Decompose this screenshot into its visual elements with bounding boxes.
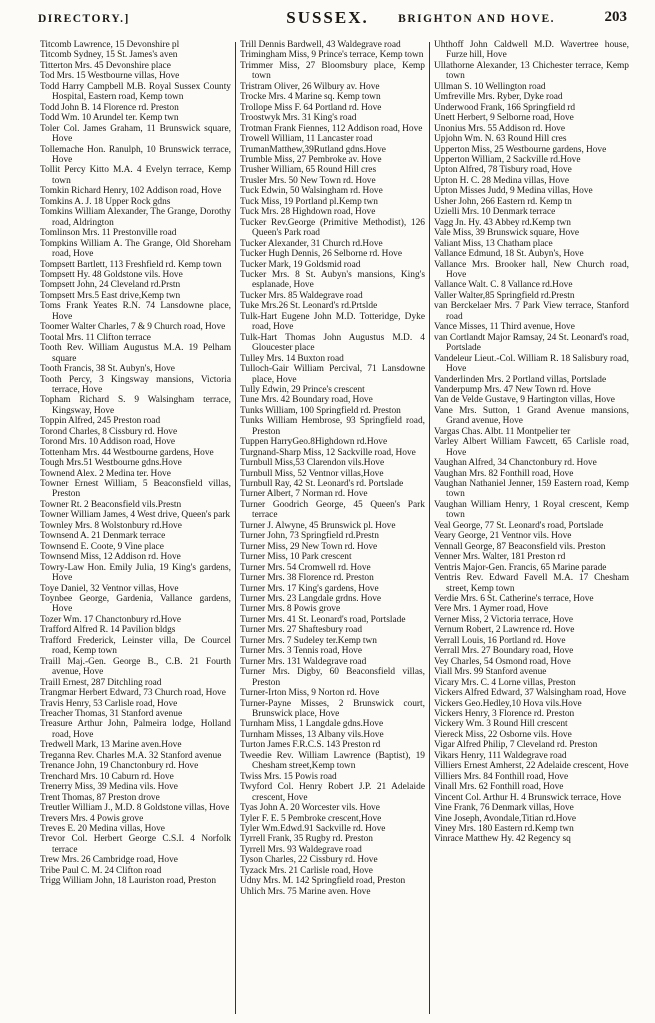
directory-entry: Valler Walter,85 Springfield rd.Prestn (434, 290, 575, 301)
directory-entry: Trimmer Miss, 27 Bloomsbury place, Kemp town (240, 60, 425, 82)
directory-entry: Unonius Mrs. 55 Addison rd. Hove (434, 123, 566, 134)
directory-entry: Trenchard Mrs. 10 Caburn rd. Hove (40, 771, 174, 782)
directory-entry: Vincent Col. Arthur H. 4 Brunswick terrace, Hove (434, 792, 622, 803)
directory-entry: Tucker Mrs. 8 St. Aubyn's mansions, King's esplanade, Hove (240, 269, 425, 291)
directory-entry: Turner-Irton Miss, 9 Norton rd. Hove (240, 688, 380, 699)
directory-entry: Udny Mrs. M. 142 Springfield road, Preston (240, 876, 406, 887)
directory-entry: Toppin Alfred, 245 Preston road (40, 416, 161, 427)
directory-entry: Turnham Misses, 13 Albany vils.Hove (240, 729, 384, 740)
directory-entry: Turton James F.R.C.S. 143 Preston rd (240, 740, 381, 751)
directory-entry: Tucker Rev.George (Primitive Methodist), 126 Queen's Park road (240, 217, 425, 239)
directory-entry: Vanderlinden Mrs. 2 Portland villas, Portslade (434, 374, 607, 385)
directory-entry: Usher John, 266 Eastern rd. Kemp tn (434, 196, 572, 207)
directory-entry: Trafford Frederick, Leinster villa, De Courcel road, Kemp town (40, 635, 231, 657)
directory-entry: Vine Frank, 76 Denmark villas, Hove (434, 803, 574, 814)
directory-entry: Turner Mrs. 38 Florence rd. Preston (240, 573, 374, 584)
directory-entry: TrumanMatthew,39Rutland gdns.Hove (240, 144, 386, 155)
directory-entry: Vigar Alfred Philip, 7 Cleveland rd. Preston (434, 740, 598, 751)
directory-entry: Vargas Chas. Albt. 11 Montpelier ter (434, 426, 571, 437)
directory-entry: Townsend A. 21 Denmark terrace (40, 531, 166, 542)
directory-entry: Tottenham Mrs. 44 Westbourne gardens, Hove (40, 447, 214, 458)
directory-entry: Titcomb Sydney, 15 St. James's aven (40, 50, 178, 61)
directory-entry: Tyson Charles, 22 Cissbury rd. Hove (240, 855, 378, 866)
directory-entry: Underwood Frank, 166 Springfield rd (434, 102, 576, 113)
directory-entry: Trenerry Miss, 39 Medina vils. Hove (40, 782, 178, 793)
directory-entry: Turgnand-Sharp Miss, 12 Sackville road, Hove (240, 447, 416, 458)
directory-entry: Titterton Mrs. 45 Devonshire place (40, 60, 171, 71)
directory-entry: Verrall Louis, 16 Portland rd. Hove (434, 635, 566, 646)
directory-entry: Titcomb Lawrence, 15 Devonshire pl (40, 40, 180, 50)
directory-entry: Tyas John A. 20 Worcester vils. Hove (240, 803, 380, 814)
directory-entry: Tuke Mrs.26 St. Leonard's rd.Prtslde (240, 301, 378, 312)
directory-entry: Treacher Thomas, 31 Stanford avenue (40, 709, 183, 719)
header-county-title: SUSSEX. (286, 8, 369, 27)
directory-entry: Veal George, 77 St. Leonard's road, Portslade (434, 520, 604, 531)
directory-entry: Trent Thomas, 87 Preston drove (40, 792, 160, 803)
directory-column (36, 40, 235, 1014)
directory-entry: Ventris Rev. Edward Favell M.A. 17 Chesham street, Kemp town (434, 573, 629, 594)
directory-entry: Toms Frank Yeates R.N. 74 Lansdowne place, Hove (40, 301, 231, 322)
directory-entry: Turner Mrs. Digby, 60 Beaconsfield villas, Preston (240, 667, 425, 688)
directory-entry: Tucker Mrs. 85 Waldegrave road (240, 290, 363, 301)
directory-entry: Tribe Paul C. M. 24 Clifton road (40, 865, 162, 876)
directory-entry: Vale Miss, 39 Brunswick square, Hove (434, 228, 580, 239)
directory-entry: Vallance Mrs. Brooker hall, New Church road, Hove (434, 259, 629, 280)
directory-entry: Ventris Major-Gen. Francis, 65 Marine parade (434, 562, 607, 573)
directory-entry: Tooth Rev. William Augustus M.A. 19 Pelham square (40, 343, 231, 364)
directory-entry: Tyler Wm.Edwd.91 Sackville rd. Hove (240, 823, 386, 834)
directory-column (430, 40, 633, 1014)
directory-entry: Tune Mrs. 42 Boundary road, Hove (240, 395, 373, 406)
directory-entry: Tully Edwin, 29 Prince's crescent (240, 384, 365, 395)
directory-entry: Townsend Miss, 12 Addison rd. Hove (40, 552, 181, 563)
directory-column (236, 40, 429, 1014)
directory-entry: Tozer Wm. 17 Chanctonbury rd.Hove (40, 614, 182, 625)
directory-entry: Trotman Frank Fiennes, 112 Addison road, Hove (240, 123, 423, 134)
directory-entry: Vennall George, 87 Beaconsfield vils. Preston (434, 541, 606, 552)
directory-entry: Turner Mrs. 17 King's gardens, Hove (240, 583, 379, 594)
directory-entry: Vernum Robert, 2 Lawrence rd. Hove (434, 625, 575, 636)
directory-entry: Vine Joseph, Avondale,Titian rd.Hove (434, 813, 577, 824)
directory-entry: Tompsett John, 24 Cleveland rd.Prstn (40, 280, 181, 291)
directory-entry: Travis Henry, 53 Carlisle road, Hove (40, 698, 178, 709)
directory-entry: Uzielli Mrs. 10 Denmark terrace (434, 207, 556, 218)
directory-entry: Tweedie Rev. William Lawrence (Baptist), 19 Chesham street,Kemp town (240, 750, 425, 772)
directory-entry: Turner J. Alwyne, 45 Brunswick pl. Hove (240, 520, 396, 531)
directory-entry: Toomer Walter Charles, 7 & 9 Church road, Hove (40, 322, 226, 333)
directory-entry: Tuppen HarryGeo.8Highdown rd.Hove (240, 437, 388, 448)
directory-entry: Tomkins A. J. 18 Upper Rock gdns (40, 196, 171, 207)
directory-entry: Tooth Francis, 38 St. Aubyn's, Hove (40, 364, 175, 375)
directory-entry: Vickers Henry, 3 Florence rd. Preston (434, 709, 575, 719)
directory-entry: Viney Mrs. 180 Eastern rd.Kemp twn (434, 823, 574, 834)
directory-entry: Tyrrell Mrs. 93 Waldegrave road (240, 844, 362, 855)
directory-entry: Turner Mrs. 23 Langdale grdns. Hove (240, 594, 382, 605)
directory-entry: Vaughan Nathaniel Jenner, 159 Eastern road, Kemp town (434, 479, 629, 500)
directory-entry: Uhthoff John Caldwell M.D. Wavertree house, Furze hill, Hove (434, 40, 629, 61)
directory-entry: Viereck Miss, 22 Osborne vils. Hove (434, 729, 572, 740)
directory-entry: Trew Mrs. 26 Cambridge road, Hove (40, 855, 178, 866)
directory-entry: Tootal Mrs. 11 Clifton terrace (40, 332, 151, 343)
directory-entry: Trigg William John, 18 Lauriston road, Preston (40, 876, 217, 887)
directory-entry: Vere Mrs. 1 Aymer road, Hove (434, 604, 548, 615)
directory-entry: Upton Misses Judd, 9 Medina villas, Hove (434, 186, 593, 197)
directory-entry: Treutler William J., M.D. 8 Goldstone villas, Hove (40, 803, 230, 814)
directory-entry: Trevers Mrs. 4 Powis grove (40, 813, 144, 824)
directory-entry: Tuck Miss, 19 Portland pl.Kemp twn (240, 196, 378, 207)
directory-entry: Turner Mrs. 3 Tennis road, Hove (240, 646, 363, 657)
directory-entry: Vallance Walt. C. 8 Vallance rd.Hove (434, 280, 573, 291)
directory-entry: Tompsett Hy. 48 Goldstone vils. Hove (40, 269, 183, 280)
directory-entry: Unett Herbert, 9 Selborne road, Hove (434, 113, 574, 124)
directory-entry: Vikars Henry, 111 Waldegrave road (434, 750, 567, 761)
directory-entry: Verrall Mrs. 27 Boundary road, Hove (434, 646, 574, 657)
directory-entry: Tulk-Hart Thomas John Augustus M.D. 4 Gloucester place (240, 332, 425, 354)
directory-entry: Tod Mrs. 15 Westbourne villas, Hove (40, 71, 180, 82)
directory-entry: Umfreville Mrs. Ryber, Dyke road (434, 92, 563, 103)
directory-entry: Trill Dennis Bardwell, 43 Waldegrave road (240, 40, 401, 50)
directory-entry: Tucker Alexander, 31 Church rd.Hove (240, 238, 383, 249)
directory-entry: Todd Wm. 10 Arundel ter. Kemp twn (40, 113, 179, 124)
directory-entry: Trollope Miss F. 64 Portland rd. Hove (240, 102, 382, 113)
directory-entry: Tristram Oliver, 26 Wilbury av. Hove (240, 81, 380, 92)
directory-entry: Tuck Edwin, 50 Walsingham rd. Hove (240, 186, 383, 197)
directory-entry: Townsend E. Coote, 9 Vine place (40, 541, 164, 552)
directory-entry: Turner Mrs. 54 Cromwell rd. Hove (240, 562, 371, 573)
page-header (0, 0, 655, 36)
directory-entry: Townend Alex. 2 Medina ter. Hove (40, 468, 171, 479)
directory-entry: Turner-Payne Misses, 2 Brunswick court, Brunswick place, Hove (240, 698, 425, 719)
directory-entry: Viall Mrs. 99 Stanford avenue (434, 667, 547, 678)
directory-entry: Tooth Percy, 3 Kingsway mansions, Victoria terrace, Hove (40, 374, 231, 395)
directory-entry: Topham Richard S. 9 Walsingham terrace, Kingsway, Hove (40, 395, 231, 416)
directory-entry: Turner John, 73 Springfield rd.Prestn (240, 531, 379, 542)
directory-entry: Upjohn Wm. N. 63 Round Hill cres (434, 134, 567, 145)
directory-entry: Tompsett Mrs.5 East drive,Kemp twn (40, 290, 181, 301)
directory-entry: Trafford Alfred R. 14 Pavilion bldgs (40, 625, 176, 636)
directory-entry: Todd John B. 14 Florence rd. Preston (40, 102, 179, 113)
directory-entry: Vaughan Alfred, 34 Chanctonbury rd. Hove (434, 458, 597, 469)
directory-entry: Trumble Miss, 27 Pembroke av. Hove (240, 154, 382, 165)
directory-entry: Tomkin Richard Henry, 102 Addison road, Hove (40, 186, 222, 197)
directory-columns (0, 36, 655, 1014)
directory-entry: Trimingham Miss, 9 Prince's terrace, Kemp town (240, 50, 424, 61)
directory-entry: Turner Mrs. 131 Waldegrave road (240, 656, 367, 667)
directory-entry: Upton Alfred, 78 Tisbury road, Hove (434, 165, 572, 176)
directory-entry: Varley Albert William Fawcett, 65 Carlisle road, Hove (434, 437, 629, 458)
directory-entry: Todd Harry Campbell M.B. Royal Sussex County Hospital, Eastern road, Kemp town (40, 81, 231, 103)
directory-entry: Vicary Mrs. C. 4 Lorne villas, Preston (434, 677, 576, 688)
directory-entry: Tompsett Bartlett, 113 Freshfield rd. Kemp town (40, 259, 222, 270)
directory-entry: Turnbull Ray, 42 St. Leonard's rd. Portslade (240, 479, 404, 490)
directory-entry: Twyford Col. Henry Robert J.P. 21 Adelaide crescent, Hove (240, 782, 425, 803)
directory-entry: Vickers Alfred Edward, 37 Walsingham road, Hove (434, 688, 627, 699)
directory-entry: Tunks William Hembrose, 93 Springfield road, Preston (240, 416, 425, 437)
directory-entry: Vanderpump Mrs. 47 New Town rd. Hove (434, 384, 591, 395)
directory-entry: Towner Ernest William, 5 Beaconsfield villas, Preston (40, 479, 231, 500)
directory-entry: Turner Mrs. 7 Sudeley ter.Kemp twn (240, 635, 377, 646)
directory-entry: Vane Mrs. Sutton, 1 Grand Avenue mansions, Grand avenue, Hove (434, 405, 629, 427)
directory-entry: Vaughan William Henry, 1 Royal crescent, Kemp town (434, 499, 629, 521)
directory-entry: Tredwell Mark, 13 Marine aven.Hove (40, 740, 182, 751)
directory-entry: Vickery Wm. 3 Round Hill crescent (434, 719, 568, 730)
directory-entry: Traill Maj.-Gen. George B., C.B. 21 Fourth avenue, Hove (40, 656, 231, 678)
directory-entry: Trowell William, 11 Lancaster road (240, 134, 373, 145)
directory-entry: Tollit Percy Kitto M.A. 4 Evelyn terrace, Kemp town (40, 165, 231, 186)
directory-entry: Turner Miss, 29 New Town rd. Hove (240, 541, 378, 552)
directory-entry: Tomlinson Mrs. 11 Prestonville road (40, 228, 177, 239)
directory-entry: Vinall Mrs. 62 Fonthill road, Hove (434, 782, 564, 793)
directory-entry: Tulloch-Gair William Percival, 71 Lansdowne place, Hove (240, 364, 425, 385)
directory-entry: Tucker Mark, 19 Goldsmid road (240, 259, 361, 270)
directory-entry: Ullman S. 10 Wellington road (434, 81, 546, 92)
directory-entry: Turnbull Miss, 52 Ventnor villas,Hove (240, 468, 384, 479)
directory-entry: Tompkins William A. The Grange, Old Shoreham road, Hove (40, 238, 231, 260)
directory-entry: Trangmar Herbert Edward, 73 Church road, Hove (40, 688, 226, 699)
directory-entry: Turner Mrs. 41 St. Leonard's road, Portslade (240, 614, 406, 625)
directory-entry: Towry-Law Hon. Emily Julia, 19 King's gardens, Hove (40, 562, 231, 584)
directory-entry: Treganna Rev. Charles M.A. 32 Stanford avenue (40, 750, 222, 761)
directory-entry: Turner Mrs. 8 Powis grove (240, 604, 341, 615)
directory-entry: Tucker Hugh Dennis, 26 Selborne rd. Hove (240, 249, 402, 260)
directory-entry: Tyler F. E. 5 Pembroke crescent,Hove (240, 813, 382, 824)
directory-entry: Vaughan Mrs. 82 Fonthill road, Hove (434, 468, 574, 479)
directory-entry: Turner Mrs. 27 Shaftesbury road (240, 625, 363, 636)
directory-entry: Villiers Ernest Amherst, 22 Adelaide crescent, Hove (434, 761, 629, 772)
directory-entry: Torond Charles, 8 Cissbury rd. Hove (40, 426, 178, 437)
directory-entry: Vance Misses, 11 Third avenue, Hove (434, 322, 575, 333)
directory-entry: Townley Mrs. 8 Wolstonbury rd.Hove (40, 520, 182, 531)
directory-entry: Upperton Miss, 25 Westbourne gardens, Hove (434, 144, 607, 155)
directory-entry: Toynbee George, Gardenia, Vallance gardens, Hove (40, 594, 231, 615)
directory-entry: Tulley Mrs. 14 Buxton road (240, 353, 344, 364)
directory-entry: Venner Mrs. Walter, 181 Preston rd (434, 552, 566, 563)
directory-entry: Vey Charles, 54 Osmond road, Hove (434, 656, 571, 667)
directory-entry: Vickers Geo.Hedley,10 Hova vils.Hove (434, 698, 582, 709)
directory-entry: Uhlich Mrs. 75 Marine aven. Hove (240, 886, 371, 897)
directory-entry: Turner Miss, 10 Park crescent (240, 552, 352, 563)
directory-entry: Twiss Mrs. 15 Powis road (240, 771, 337, 782)
directory-entry: van Cortlandt Major Ramsay, 24 St. Leonard's road, Portslade (434, 332, 629, 354)
directory-entry: Torond Mrs. 10 Addison road, Hove (40, 437, 176, 448)
directory-entry: Valiant Miss, 13 Chatham place (434, 238, 553, 249)
directory-entry: Toler Col. James Graham, 11 Brunswick square, Hove (40, 123, 231, 145)
directory-entry: Ullathorne Alexander, 13 Chichester terrace, Kemp town (434, 60, 629, 82)
directory-entry: Trenance John, 19 Chanctonbury rd. Hove (40, 761, 199, 772)
directory-entry: Tunks William, 100 Springfield rd. Preston (240, 405, 401, 416)
directory-entry: Treasure Arthur John, Palmeira lodge, Holland road, Hove (40, 719, 231, 740)
directory-entry: Vagg Jn. Hy. 43 Abbey rd.Kemp twn (434, 217, 571, 228)
directory-entry: Upperton William, 2 Sackville rd.Hove (434, 154, 581, 165)
header-directory-label: DIRECTORY.] (38, 13, 130, 25)
directory-entry: Traill Ernest, 287 Ditchling road (40, 677, 162, 688)
directory-entry: Tuck Mrs. 28 Highdown road, Hove (240, 207, 376, 218)
directory-entry: Vandeleur Lieut.-Col. William R. 18 Salisbury road, Hove (434, 353, 629, 375)
directory-entry: Trusher William, 65 Round Hill cres (240, 165, 377, 176)
directory-entry: Verner Miss, 2 Victoria terrace, Hove (434, 614, 574, 625)
directory-entry: Towner William James, 4 West drive, Queen's park (40, 510, 231, 521)
directory-entry: Villiers Mrs. 84 Fonthill road, Hove (434, 771, 569, 782)
header-section-title: BRIGHTON AND HOVE. (398, 13, 555, 25)
directory-entry: Vinrace Matthew Hy. 42 Regency sq (434, 834, 571, 845)
directory-entry: Tulk-Hart Eugene John M.D. Totteridge, Dyke road, Hove (240, 311, 425, 333)
directory-entry: Tomkins William Alexander, The Grange, Dorothy road, Aldrington (40, 207, 231, 228)
directory-entry: Veary George, 21 Ventnor vils. Hove (434, 531, 572, 542)
directory-entry: Turner Albert, 7 Norman rd. Hove (240, 489, 368, 500)
page-number: 203 (604, 9, 627, 25)
directory-entry: Trusler Mrs. 50 New Town rd. Hove (240, 175, 376, 186)
directory-entry: van Berckelaer Mrs. 7 Park View terrace, Stanford road (434, 301, 629, 322)
directory-entry: Verdie Mrs. 6 St. Catherine's terrace, Hove (434, 594, 594, 605)
directory-entry: Turnham Miss, 1 Langdale gdns.Hove (240, 719, 384, 730)
directory-entry: Towner Rt. 2 Beaconsfield vils.Prestn (40, 499, 182, 510)
directory-entry: Turner Goodrich George, 45 Queen's Park terrace (240, 499, 425, 521)
directory-entry: Van de Velde Gustave, 9 Hartington villas, Hove (434, 395, 615, 406)
directory-entry: Upton H. C. 28 Medina villas, Hove (434, 175, 569, 186)
directory-entry: Trevor Col. Herbert George C.S.I. 4 Norfolk terrace (40, 834, 231, 855)
directory-entry: Trocke Mrs. 4 Marine sq. Kemp town (240, 92, 381, 103)
directory-entry: Vallance Edmund, 18 St. Aubyn's, Hove (434, 249, 584, 260)
directory-entry: Tyzack Mrs. 21 Carlisle road, Hove (240, 865, 373, 876)
directory-entry: Troostwyk Mrs. 31 King's road (240, 113, 357, 124)
directory-entry: Toye Daniel, 32 Ventnor villas, Hove (40, 583, 179, 594)
directory-entry: Turnbull Miss,53 Clarendon vils.Hove (240, 458, 385, 469)
directory-entry: Treves E. 20 Medina villas, Hove (40, 823, 165, 834)
directory-entry: Tough Mrs.51 Westbourne gdns.Hove (40, 458, 182, 469)
directory-entry: Tyrrell Frank, 35 Rugby rd. Preston (240, 834, 373, 845)
directory-entry: Tollemache Hon. Ranulph, 10 Brunswick terrace, Hove (40, 144, 231, 165)
